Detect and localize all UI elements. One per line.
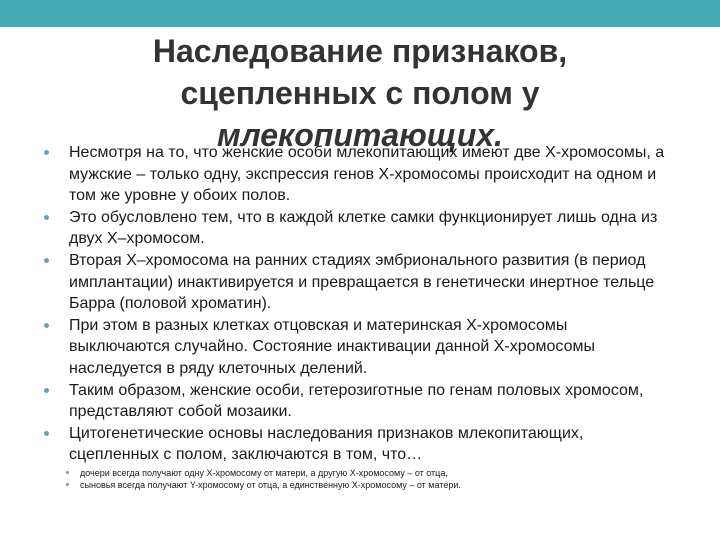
- title-line-2: сцепленных с полом у: [180, 75, 540, 111]
- bullet-item: [52, 142, 672, 207]
- bullet-text: Вторая X–хромосома на ранних стадиях эмбрионального развития (в период имплантации) инактивируется и превращается в генетически инертное тельце Барра (половой хроматин).: [69, 251, 655, 313]
- bullet-icon: [44, 150, 49, 155]
- sub-bullet-text: сыновья всегда получают Y-хромосому от отца, а единственную X-хромосому – от матери.: [80, 480, 461, 490]
- bullet-text: Несмотря на то, что женские особи млекопитающих имеют две X-хромосомы, а мужские – только одну, экспрессия генов X-хромосомы происходит на одном и том же уровне у обоих полов.: [69, 144, 665, 205]
- bullet-text: Цитогенетические основы наследования признаков млекопитающих, сцепленных с полом, заключаются в том, что…: [69, 424, 584, 464]
- bullet-text: Это обусловлено тем, что в каждой клетке самки функционирует лишь одна из двух X–хромосом.: [69, 208, 658, 248]
- bullet-item: [52, 423, 672, 466]
- bullet-icon: [44, 258, 49, 263]
- bullet-icon: [44, 215, 49, 220]
- bullet-text: Таким образом, женские особи, гетерозиготные по генам половых хромосом, представляют собой мозаики.: [69, 381, 644, 421]
- title-line-1: Наследование признаков,: [152, 33, 568, 69]
- sub-bullet-icon: [66, 471, 69, 474]
- sub-bullet-icon: [66, 483, 69, 486]
- slide-title: [0, 30, 720, 156]
- sub-bullet-item: [68, 479, 461, 491]
- sub-bullet-text: дочери всегда получают одну X-хромосому от матери, а другую X-хромосому – от отца,: [80, 468, 448, 478]
- header-bar: [0, 0, 720, 27]
- bullet-icon: [44, 431, 49, 436]
- bullet-list: [52, 142, 672, 466]
- bullet-item: [52, 380, 672, 423]
- bullet-item: [52, 207, 672, 250]
- bullet-icon: [44, 323, 49, 328]
- sub-bullet-item: [68, 467, 461, 479]
- bullet-icon: [44, 388, 49, 393]
- bullet-item: [52, 315, 672, 380]
- bullet-text: При этом в разных клетках отцовская и материнская X-хромосомы выключаются случайно. Состояние инактивации данной X-хромосомы наследуется в ряду клеточных делений.: [69, 316, 595, 377]
- title-line-3: млекопитающих.: [217, 117, 503, 153]
- sub-bullet-list: [68, 467, 461, 491]
- bullet-item: [52, 250, 672, 315]
